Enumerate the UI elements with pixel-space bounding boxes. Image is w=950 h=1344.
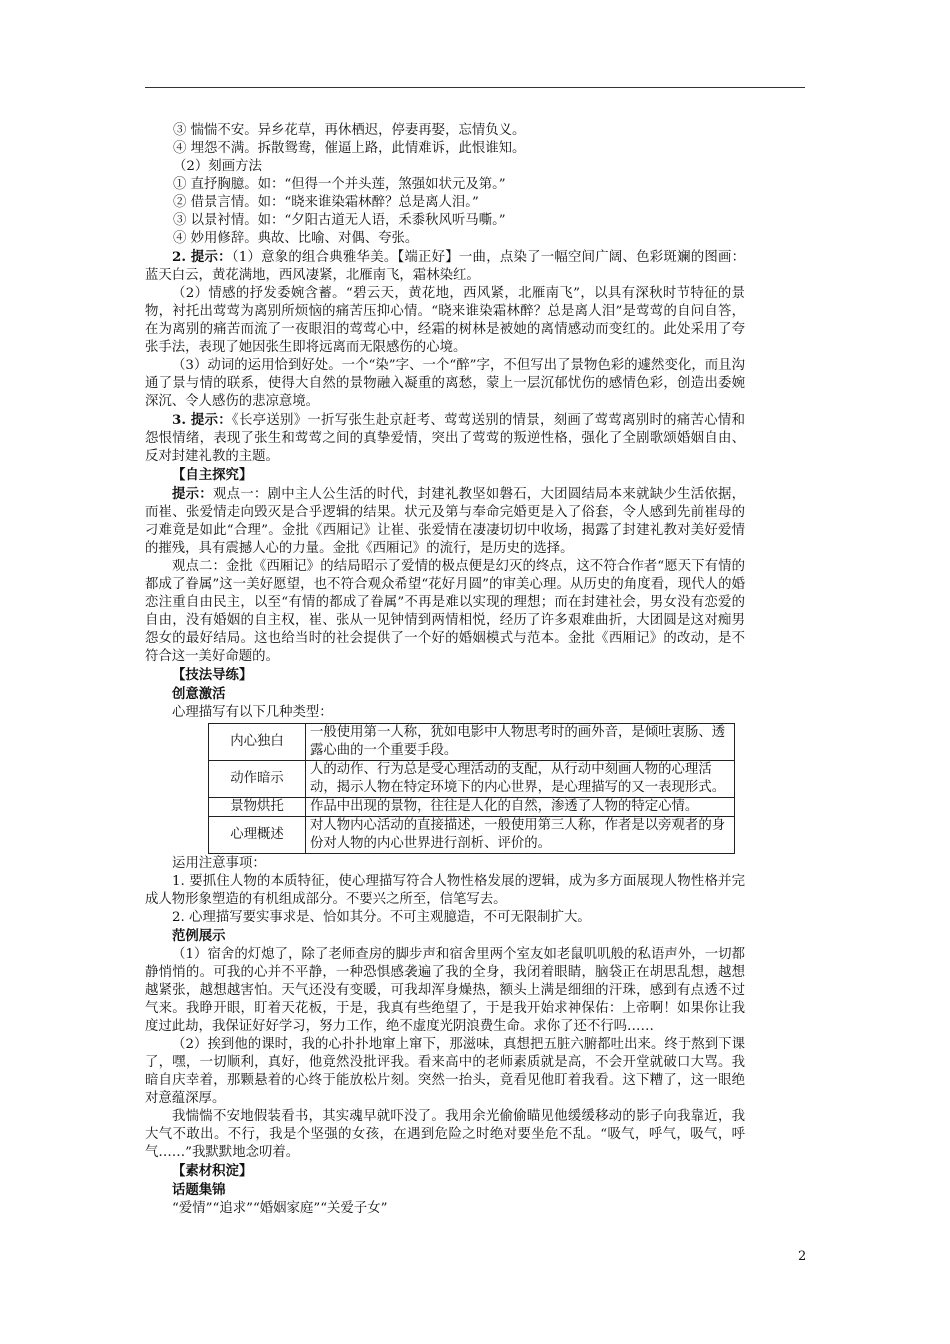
paragraph bbox=[145, 285, 745, 357]
paragraph bbox=[145, 1108, 745, 1162]
bold-lead: 2. 提示： bbox=[172, 249, 232, 265]
paragraph bbox=[145, 176, 745, 194]
paragraph bbox=[145, 666, 745, 685]
paragraph-text: ③ 惴惴不安。异乡花草，再休栖迟，停妻再娶，忘情负义。 bbox=[173, 123, 526, 138]
paragraph bbox=[145, 230, 745, 248]
bold-lead: 创意激活 bbox=[172, 686, 226, 702]
paragraph bbox=[145, 212, 745, 230]
paragraph-text: 心理描写有以下几种类型： bbox=[172, 705, 333, 720]
page-body bbox=[145, 122, 745, 1218]
paragraph-text: ③ 以景衬情。如：“夕阳古道无人语，禾黍秋风听马嘶。” bbox=[173, 213, 506, 228]
type-cell: 内心独白 bbox=[209, 724, 306, 761]
text-block-2 bbox=[145, 855, 745, 1218]
paragraph bbox=[145, 927, 745, 946]
paragraph bbox=[145, 140, 745, 158]
description-cell: 对人物内心活动的直接描述，一般使用第三人称，作者是以旁观者的身份对人物的内心世界进行剖析、评价的。 bbox=[306, 817, 735, 854]
bold-lead: 话题集锦 bbox=[172, 1182, 226, 1198]
paragraph bbox=[145, 1181, 745, 1200]
bold-lead: 【素材积淀】 bbox=[172, 1163, 253, 1179]
paragraph-text: 2. 心理描写要实事求是、恰如其分。不可主观臆造，不可无限制扩大。 bbox=[172, 910, 591, 925]
paragraph bbox=[145, 466, 745, 485]
paragraph bbox=[145, 855, 745, 873]
type-cell: 动作暗示 bbox=[209, 761, 306, 798]
paragraph bbox=[145, 1200, 745, 1218]
psych-description-table bbox=[208, 723, 735, 854]
description-cell: 作品中出现的景物，往往是人化的自然，渗透了人物的特定心情。 bbox=[306, 798, 735, 817]
paragraph bbox=[145, 704, 745, 722]
bold-lead: 范例展示 bbox=[172, 928, 226, 944]
bold-lead: 3. 提示： bbox=[172, 412, 232, 428]
paragraph bbox=[145, 909, 745, 927]
bold-lead: 【技法导练】 bbox=[172, 667, 253, 683]
paragraph-text: （1）意象的组合典雅华美。【端正好】一曲，点染了一幅空间广阔、色彩斑斓的图画：蓝天白云，黄花满地，西风凄紧，北雁南飞，霜林染红。 bbox=[145, 250, 745, 283]
bold-lead: 提示： bbox=[172, 486, 213, 502]
paragraph-text: 观点一：剧中主人公生活的时代，封建礼教坚如磐石，大团圆结局本来就缺少生活依据，而崔、张爱情走向毁灭是合乎逻辑的结果。状元及第与奉命完婚更是入了俗套，令人感到先前崔母的刁难竟是如此“合理”。金批《西厢记》让崔、张爱情在凄凄切切中收场，揭露了封建礼教对美好爱情的摧残，具有震撼人心的力量。金批《西厢记》的流行，是历史的选择。 bbox=[145, 487, 746, 556]
paragraph-text: “爱情”“追求”“婚姻家庭”“关爱子女” bbox=[172, 1201, 388, 1216]
paragraph bbox=[145, 158, 745, 176]
paragraph-text: （1）宿舍的灯熄了，除了老师查房的脚步声和宿舍里两个室友如老鼠叽叽般的私语声外，一切都静悄悄的。可我的心并不平静，一种恐惧感袭遍了我的全身，我闭着眼睛，脑袋正在胡思乱想，越想越紧张，越想越害怕。天气还没有变暖，可我却浑身燥热，额头上满是细细的汗珠，感到有点透不过气来。我睁开眼，盯着天花板，于是，我真有些绝望了，于是我开始求神保佑：上帝啊！如果你让我度过此劫，我保证好好学习，努力工作，绝不虚度光阴浪费生命。求你了还不行吗…… bbox=[145, 947, 745, 1034]
table-row bbox=[209, 817, 735, 854]
paragraph bbox=[145, 485, 745, 558]
paragraph-text: （2）刻画方法 bbox=[173, 159, 262, 174]
paragraph-text: （2）情感的抒发委婉含蓄。“碧云天，黄花地，西风紧，北雁南飞”，以具有深秋时节特征的景物，衬托出莺莺为离别所烦恼的痛苦压抑心情。“晓来谁染霜林醉？总是离人泪”是莺莺的自问自答，在为离别的痛苦而流了一夜眼泪的莺莺心中，经霜的树林是被她的离情感动而变红的。此处采用了夸张手法，表现了她因张生即将远离而无限感伤的心境。 bbox=[145, 286, 745, 355]
bold-lead: 【自主探究】 bbox=[172, 467, 253, 483]
paragraph-text: 运用注意事项： bbox=[172, 856, 266, 871]
paragraph bbox=[145, 194, 745, 212]
table-row bbox=[209, 724, 735, 761]
text-block-1 bbox=[145, 122, 745, 722]
description-cell: 人的动作、行为总是受心理活动的支配，从行动中刻画人物的心理活动，揭示人物在特定环境下的内心世界，是心理描写的又一表现形式。 bbox=[306, 761, 735, 798]
paragraph bbox=[145, 1162, 745, 1181]
paragraph-text: ④ 埋怨不满。拆散鸳鸯，催逼上路，此情难诉，此恨谁知。 bbox=[173, 141, 526, 156]
paragraph-text: （2）挨到他的课时，我的心扑扑地窜上窜下，那滋味，真想把五脏六腑都吐出来。终于熬到下课了，嘿，一切顺利，真好，他竟然没批评我。看来高中的老师素质就是高，不会开堂就破口大骂。我暗自庆幸着，那颗悬着的心终于能放松片刻。突然一抬头，竟看见他盯着我看。这下糟了，这一眼绝对意蕴深厚。 bbox=[145, 1037, 745, 1106]
paragraph bbox=[145, 1036, 745, 1108]
paragraph-text: 我惴惴不安地假装看书，其实魂早就吓没了。我用余光偷偷瞄见他缓缓移动的影子向我靠近，我大气不敢出。不行，我是个坚强的女孩，在遇到危险之时绝对要坐危不乱。“吸气，呼气，吸气，呼气……”我默默地念叨着。 bbox=[145, 1109, 745, 1160]
table-row bbox=[209, 761, 735, 798]
paragraph-text: 《长亭送别》一折写张生赴京赶考、莺莺送别的情景，刻画了莺莺离别时的痛苦心情和怨恨情绪，表现了张生和莺莺之间的真挚爱情，突出了莺莺的叛逆性格，强化了全剧歌颂婚姻自由、反对封建礼教的主题。 bbox=[145, 413, 745, 464]
paragraph-text: ② 借景言情。如：“晓来谁染霜林醉？总是离人泪。” bbox=[173, 195, 479, 210]
paragraph-text: （3）动词的运用恰到好处。一个“染”字、一个“醉”字，不但写出了景物色彩的遽然变化，而且沟通了景与情的联系，使得大自然的景物融入凝重的离愁，蒙上一层沉郁忧伤的感情色彩，创造出委婉深沉、令人感伤的悲凉意境。 bbox=[145, 358, 745, 409]
header-rule bbox=[145, 87, 805, 88]
paragraph bbox=[145, 122, 745, 140]
table-row bbox=[209, 798, 735, 817]
type-cell: 心理概述 bbox=[209, 817, 306, 854]
page-number: 2 bbox=[798, 1249, 807, 1264]
type-cell: 景物烘托 bbox=[209, 798, 306, 817]
description-cell: 一般使用第一人称，犹如电影中人物思考时的画外音，是倾吐衷肠、透露心曲的一个重要手段。 bbox=[306, 724, 735, 761]
paragraph-text: 观点二：金批《西厢记》的结局昭示了爱情的极点便是幻灭的终点，这不符合作者“愿天下有情的都成了眷属”这一美好愿望，也不符合观众希望“花好月圆”的审美心理。从历史的角度看，现代人的婚恋注重自由民主，以至“有情的都成了眷属”不再是难以实现的理想；而在封建社会，男女没有恋爱的自由，没有婚姻的自主权，崔、张从一见钟情到两情相悦，经历了许多艰难曲折，大团圆是这对痴男怨女的最好结局。这也给当时的社会提供了一个好的婚姻模式与范本。金批《西厢记》的改动，是不符合这一美好命题的。 bbox=[145, 559, 745, 664]
paragraph bbox=[145, 873, 745, 909]
paragraph bbox=[145, 946, 745, 1036]
paragraph-text: 1. 要抓住人物的本质特征，使心理描写符合人物性格发展的逻辑，成为多方面展现人物性格并完成人物形象塑造的有机组成部分。不要兴之所至，信笔写去。 bbox=[145, 874, 745, 907]
paragraph bbox=[145, 685, 745, 704]
paragraph bbox=[145, 248, 745, 285]
paragraph-text: ④ 妙用修辞。典故、比喻、对偶、夸张。 bbox=[173, 231, 419, 246]
paragraph bbox=[145, 411, 745, 466]
paragraph bbox=[145, 558, 745, 666]
paragraph bbox=[145, 357, 745, 411]
paragraph-text: ① 直抒胸臆。如：“但得一个并头莲，煞强如状元及第。” bbox=[173, 177, 506, 192]
